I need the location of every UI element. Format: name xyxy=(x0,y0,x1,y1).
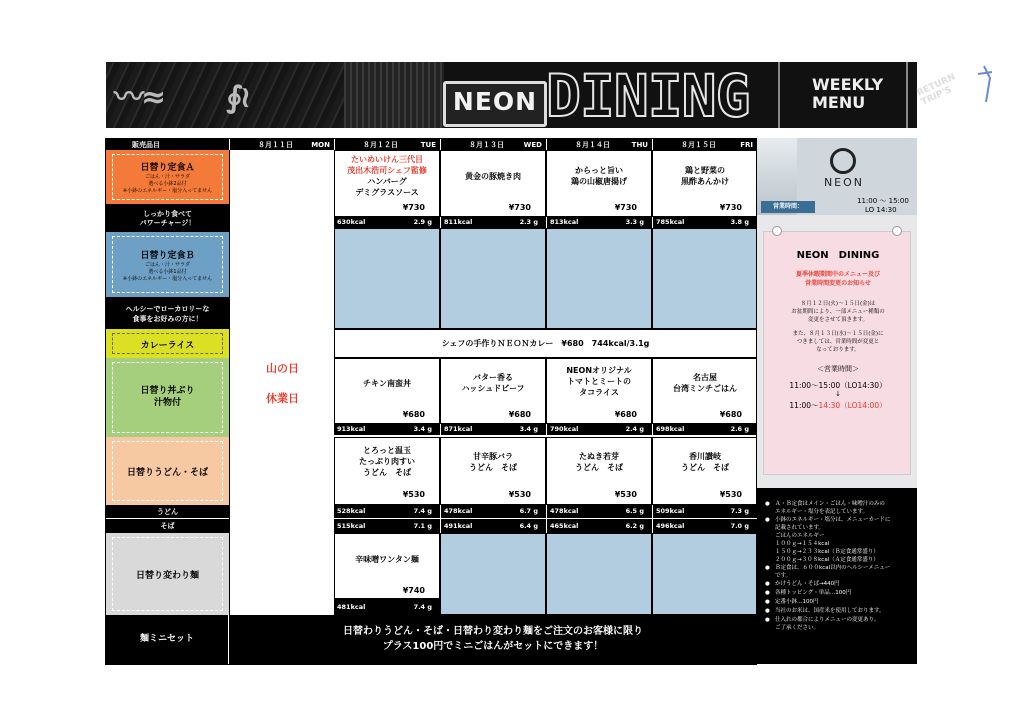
salt: 3.4 g xyxy=(519,425,538,433)
note-text: 当社のお米は、国産米を使用しております。 xyxy=(775,608,885,614)
graffiti-glyph: ∮≀ xyxy=(226,80,249,115)
kcal: 811kcal xyxy=(444,218,473,226)
kcal: 515kcal xyxy=(337,522,366,530)
kcal: 528kcal xyxy=(337,507,366,515)
soba-label: そば xyxy=(106,519,229,533)
kcal: 496kcal xyxy=(656,522,685,530)
category-name: カレーライス xyxy=(140,341,195,351)
old-hours: 11:00～15:00（LO14:30） xyxy=(789,381,887,390)
dow-label: TUE xyxy=(420,140,436,149)
notice-body-2: また、８月１３日(水)～１５日(金)に つきましては、営業時間が変更と なっております。 xyxy=(792,331,884,353)
category-note: 選べる小鉢1品付 xyxy=(148,269,187,275)
category-name: 日替り丼ぶり 汁物付 xyxy=(140,386,195,408)
store-photo xyxy=(757,138,917,215)
category-note: 選べる小鉢2品付 xyxy=(148,181,187,187)
kcal: 465kcal xyxy=(550,522,579,530)
dish-price: ¥730 xyxy=(402,203,425,212)
note-text: Ｂ定食は、６００kcal以内のヘルシーメニュー です。 xyxy=(775,565,891,579)
dish-price: ¥680 xyxy=(614,410,637,419)
dish-price: ¥740 xyxy=(402,586,425,595)
tagline-b: ヘルシーでローカロリーな 食事をお好みの方に！ xyxy=(106,297,229,329)
building-photo xyxy=(344,62,444,128)
menu-cell-a-tue xyxy=(334,150,440,217)
dish-price: ¥730 xyxy=(508,203,531,212)
menu-cell-a-wed xyxy=(440,150,546,217)
nutrition-bar-udon xyxy=(440,505,546,519)
dish-price: ¥530 xyxy=(402,490,425,499)
category-kawari-men xyxy=(106,533,229,615)
bullet-icon: ● xyxy=(765,581,770,587)
salt: 2.9 g xyxy=(413,218,432,226)
nutrition-bar xyxy=(334,599,440,615)
curry-row: シェフの手作りＮＥＯＮカレー ¥680 744kcal/3.1g xyxy=(334,329,757,358)
chef-tag: たいめいけん三代目 茂出木浩司シェフ監修 xyxy=(347,155,427,175)
bullet-icon: ● xyxy=(765,517,770,523)
figure-illustration xyxy=(964,64,1004,104)
bullet-icon: ● xyxy=(765,608,770,614)
neon-circle-logo xyxy=(830,148,856,174)
date-label: ８月１５日 xyxy=(681,140,716,149)
bullet-icon: ● xyxy=(765,590,770,596)
note-text: 定番小鉢…100円 xyxy=(775,599,819,605)
holiday-line2: 休業日 xyxy=(266,392,299,405)
nutrition-bar-soba xyxy=(546,519,652,533)
arrow-down-icon: ↓ xyxy=(835,390,841,398)
salt: 2.4 g xyxy=(625,425,644,433)
kcal: 478kcal xyxy=(550,507,579,515)
empty-cell xyxy=(652,533,757,615)
salt: 3.8 g xyxy=(730,218,749,226)
nutrition-bar xyxy=(440,217,546,228)
dish-name: とろっと温玉 たっぷり肉すい うどん そば xyxy=(359,446,415,477)
category-note: ごはん・汁・サラダ xyxy=(145,174,190,180)
menu-cell-a-thu xyxy=(546,150,652,217)
date-label: ８月１３日 xyxy=(469,140,504,149)
note-text: 小鉢のエネルギー・塩分は、メニューカードに 記載されています。 xyxy=(775,517,891,531)
note-item xyxy=(765,580,911,589)
empty-cell xyxy=(440,533,546,615)
menu-cell-don-fri xyxy=(652,358,757,424)
menu-cell-don-tue xyxy=(334,358,440,424)
dish-name: NEONオリジナル トマトとミートの タコライス xyxy=(566,366,632,397)
nutrition-bar xyxy=(334,217,440,228)
kcal: 785kcal xyxy=(656,218,685,226)
dish-name: 甘辛豚バラ うどん そば xyxy=(469,452,517,472)
return-trip-text: RETURN TRIP'S xyxy=(915,72,958,108)
day-header-thu xyxy=(546,139,652,150)
date-label: ８月１１日 xyxy=(258,140,293,149)
kcal: 913kcal xyxy=(337,425,366,433)
category-name: 日替り定食Ａ xyxy=(140,163,195,173)
notice-area xyxy=(757,215,917,488)
salt: 6.2 g xyxy=(625,522,644,530)
note-item xyxy=(765,500,911,516)
empty-cell xyxy=(546,228,652,329)
notice-body-1: ８月１２日(火)～１５日(金)は お盆期間により、一部メニュー種類の 変更をさせて頂きます。 xyxy=(791,301,885,323)
note-item xyxy=(765,589,911,598)
nutrition-bar-udon xyxy=(546,505,652,519)
salt: 7.1 g xyxy=(413,522,432,530)
salt: 7.4 g xyxy=(413,507,432,515)
date-label: ８月１２日 xyxy=(363,140,398,149)
weekly-menu-label xyxy=(778,62,908,128)
empty-cell xyxy=(334,228,440,329)
category-udon-soba xyxy=(106,437,229,505)
salt: 7.4 g xyxy=(413,603,432,611)
notice-card xyxy=(763,231,911,475)
dish-name: バター香る ハッシュドビーフ xyxy=(461,373,525,393)
salt: 7.3 g xyxy=(730,507,749,515)
udon-label: うどん xyxy=(106,505,229,519)
nutrition-bar xyxy=(546,217,652,228)
nutrition-bar xyxy=(652,424,757,435)
dish-name: 辛味噌ワンタン麺 xyxy=(355,555,419,564)
tagline-a: しっかり食べて パワーチャージ！ xyxy=(106,204,229,232)
note-text: Ａ・Ｂ定食はメイン・ごはん・味噌汁のみの エネルギー・塩分を表記しています。 xyxy=(775,501,885,515)
holiday-column xyxy=(229,150,334,615)
kcal: 630kcal xyxy=(337,218,366,226)
kcal: 790kcal xyxy=(550,425,579,433)
salt: 6.4 g xyxy=(519,522,538,530)
menu-cell-don-wed xyxy=(440,358,546,424)
kcal: 813kcal xyxy=(550,218,579,226)
notice-subtitle: 夏季休暇期間中のメニュー及び 営業時間変更のお知らせ xyxy=(795,271,880,287)
salt: 6.5 g xyxy=(625,507,644,515)
kcal: 491kcal xyxy=(444,522,473,530)
category-note: ※小鉢のエネルギー・塩分入ってません xyxy=(122,276,213,282)
category-name: 日替りうどん・そば xyxy=(126,468,208,478)
note-text: ごはんのエネルギー １００ｇ→１５４kcal １５０ｇ→２３３kcal（Ｂ定食通常盛り） ２００ｇ→３０８kcal（Ａ定食通常盛り） xyxy=(775,533,879,563)
empty-cell xyxy=(440,228,546,329)
bullet-icon: ● xyxy=(765,565,770,571)
dish-price: ¥680 xyxy=(719,410,742,419)
menu-cell-udon-fri xyxy=(652,437,757,505)
graffiti-art xyxy=(106,62,344,128)
store-logo-text: NEON xyxy=(823,176,865,189)
salt: 6.7 g xyxy=(519,507,538,515)
day-header-mon xyxy=(229,139,334,150)
dining-title: DINING xyxy=(546,62,750,130)
bullet-icon: ● xyxy=(765,599,770,605)
dow-label: WED xyxy=(523,140,542,149)
date-label: ８月１４日 xyxy=(575,140,610,149)
empty-cell xyxy=(546,533,652,615)
graffiti-glyph: 〰≈ xyxy=(114,80,164,115)
salt: 2.6 g xyxy=(730,425,749,433)
dow-label: THU xyxy=(631,140,648,149)
kcal: 481kcal xyxy=(337,603,366,611)
dish-price: ¥530 xyxy=(614,490,637,499)
neon-logo: NEON xyxy=(443,81,547,127)
category-teishoku-a xyxy=(106,150,229,204)
weekly-menu-text: WEEKLY MENU xyxy=(812,75,884,112)
dish-price: ¥730 xyxy=(614,203,637,212)
menu-cell-udon-thu xyxy=(546,437,652,505)
dish-name: 名古屋 台湾ミンチごはん xyxy=(673,373,737,393)
dish-name: からっと旨い 鶏の山椒唐揚げ xyxy=(571,166,627,186)
dish-name: ハンバーグ デミグラスソース xyxy=(355,177,419,197)
kcal: 509kcal xyxy=(656,507,685,515)
category-note: ごはん・汁・サラダ xyxy=(145,262,190,268)
dish-price: ¥730 xyxy=(719,203,742,212)
note-text: 各種トッピング・単品…100円 xyxy=(775,590,852,596)
nutrition-bar xyxy=(440,424,546,435)
address-text: 新宿野村ビル４Ｆ xyxy=(960,110,968,196)
nutrition-bar xyxy=(334,424,440,435)
dow-label: MON xyxy=(311,140,330,149)
empty-cell xyxy=(652,228,757,329)
nutrition-bar xyxy=(546,424,652,435)
dish-name: たぬき若芽 うどん そば xyxy=(575,452,623,472)
product-label: 販売品目 xyxy=(106,139,229,150)
menu-cell-don-thu xyxy=(546,358,652,424)
salt: 2.3 g xyxy=(519,218,538,226)
dow-label: FRI xyxy=(740,140,753,149)
hours-label: 営業時間： xyxy=(761,201,815,213)
bullet-icon: ● xyxy=(765,617,770,623)
category-note: ※小鉢のエネルギー・塩分入ってません xyxy=(122,188,213,194)
kcal: 698kcal xyxy=(656,425,685,433)
nutrition-bar-soba xyxy=(440,519,546,533)
dish-price: ¥530 xyxy=(508,490,531,499)
bullet-icon xyxy=(765,532,775,564)
nutrition-bar-soba xyxy=(334,519,440,533)
lo-value: LO 14:30 xyxy=(865,206,897,214)
hours-value: 11:00 ～ 15:00 xyxy=(857,197,909,205)
note-item xyxy=(765,607,911,616)
notice-title: NEON DINING xyxy=(796,250,880,261)
notes-panel xyxy=(757,488,917,664)
note-item xyxy=(765,598,911,607)
category-donburi xyxy=(106,358,229,437)
note-text: かけうどん・そば→440円 xyxy=(775,581,840,587)
note-item xyxy=(765,616,911,632)
day-header-wed xyxy=(440,139,546,150)
day-header-tue xyxy=(334,139,440,150)
dish-name: チキン南蛮丼 xyxy=(363,379,411,388)
category-mini-set: 麺ミニセット xyxy=(106,615,229,664)
dish-name: 香川讃岐 うどん そば xyxy=(681,452,729,472)
holiday-line1: 山の日 xyxy=(266,362,299,375)
kcal: 871kcal xyxy=(444,425,473,433)
nutrition-bar-udon xyxy=(334,505,440,519)
menu-cell-udon-wed xyxy=(440,437,546,505)
new-hours xyxy=(764,400,912,411)
salt: 3.3 g xyxy=(625,218,644,226)
nutrition-bar-soba xyxy=(652,519,757,533)
salt: 7.0 g xyxy=(730,522,749,530)
hours-heading: ＜営業時間＞ xyxy=(817,365,859,373)
category-name: 日替り定食Ｂ xyxy=(140,251,195,261)
menu-cell-kawari-tue xyxy=(334,533,440,599)
bullet-icon: ● xyxy=(765,501,770,507)
kcal: 478kcal xyxy=(444,507,473,515)
dish-price: ¥680 xyxy=(402,410,425,419)
note-item xyxy=(765,516,911,532)
nutrition-bar-udon xyxy=(652,505,757,519)
mini-set-text: 日替わりうどん・そば・日替わり変わり麺をご注文のお客様に限り プラス100円でミニごはんがセットにできます！ xyxy=(229,615,757,664)
note-item xyxy=(765,564,911,580)
category-name: 日替り変わり麺 xyxy=(135,571,199,581)
category-curry xyxy=(106,329,229,358)
menu-cell-a-fri xyxy=(652,150,757,217)
day-header-fri xyxy=(652,139,757,150)
new-hours-lo: （LO14:00） xyxy=(840,401,887,410)
new-hours-start: 11:00～ xyxy=(789,401,819,410)
menu-cell-udon-tue xyxy=(334,437,440,505)
salt: 3.4 g xyxy=(413,425,432,433)
category-teishoku-b xyxy=(106,232,229,297)
dish-price: ¥680 xyxy=(508,410,531,419)
note-text: 仕入れの都合によりメニューの変更あり。 ご了承ください。 xyxy=(775,617,880,631)
new-hours-end: 14:30 xyxy=(818,401,841,410)
nutrition-bar xyxy=(652,217,757,228)
note-item xyxy=(765,532,911,564)
dish-name: 黄金の豚焼き肉 xyxy=(465,172,521,181)
notes-list xyxy=(765,500,911,632)
dish-price: ¥530 xyxy=(719,490,742,499)
dish-name: 鶏と野菜の 黒酢あんかけ xyxy=(681,166,729,186)
